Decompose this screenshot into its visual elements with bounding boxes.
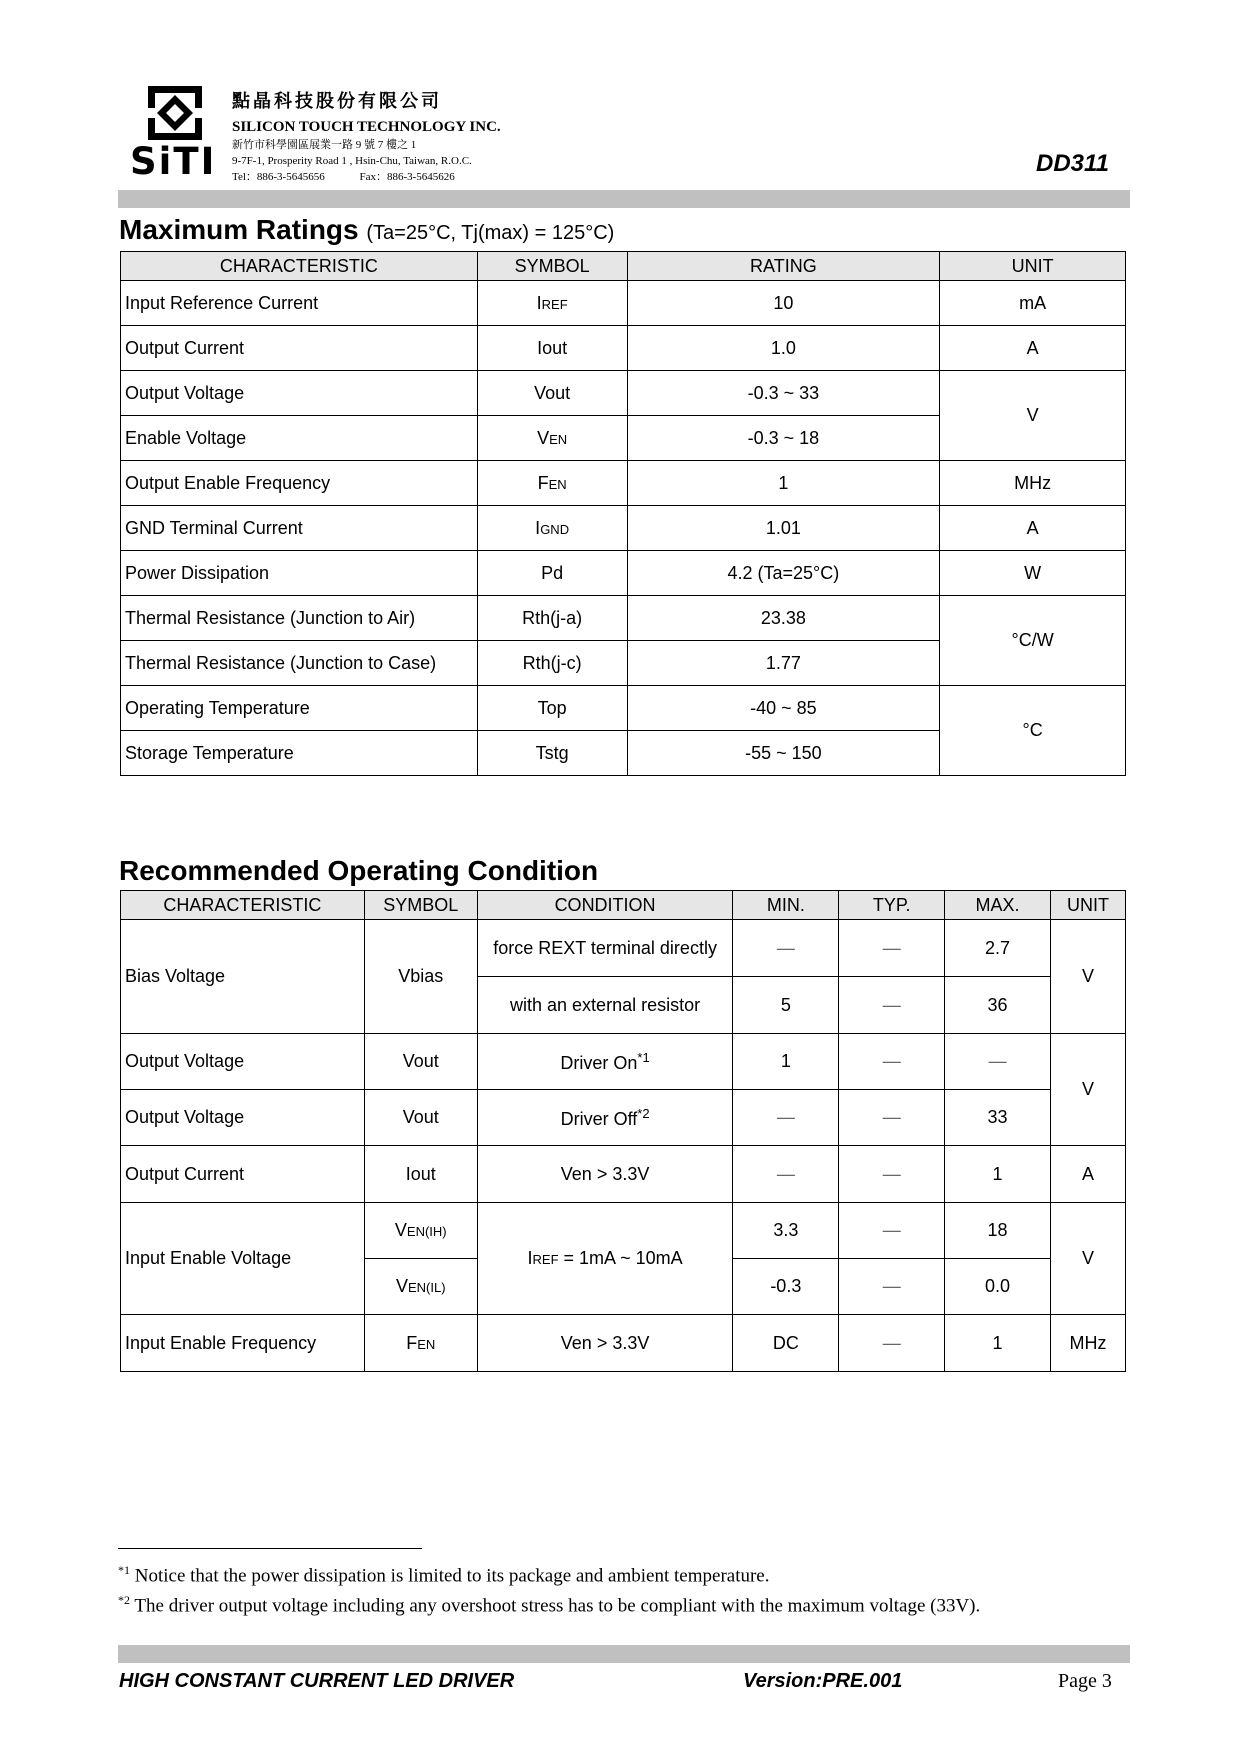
symbol-cell xyxy=(364,1259,477,1315)
column-header: MIN. xyxy=(733,891,839,920)
table-row xyxy=(121,920,1126,977)
unit-cell: mA xyxy=(940,281,1126,326)
symbol-cell: Pd xyxy=(477,551,627,596)
characteristic-cell: Output Voltage xyxy=(121,371,478,416)
symbol-main: V xyxy=(537,427,550,448)
max-cell: — xyxy=(945,1034,1051,1090)
column-header: MAX. xyxy=(945,891,1051,920)
typ-cell: — xyxy=(839,1146,945,1203)
max-cell: 1 xyxy=(945,1315,1051,1372)
condition-cell xyxy=(477,1090,733,1146)
symbol-subscript: EN(IL) xyxy=(408,1280,446,1295)
min-cell: -0.3 xyxy=(733,1259,839,1315)
symbol-cell xyxy=(477,416,627,461)
footnote-2 xyxy=(118,1588,980,1618)
footnote-text: The driver output voltage including any overshoot stress has to be compliant with the maximum voltage (33V). xyxy=(130,1595,981,1617)
characteristic-cell: Input Reference Current xyxy=(121,281,478,326)
symbol-subscript: GND xyxy=(540,521,570,537)
condition-cell: Ven > 3.3V xyxy=(477,1315,733,1372)
table-row xyxy=(121,371,1126,416)
table-header-row xyxy=(121,252,1126,281)
company-info xyxy=(232,90,501,185)
unit-cell: °C xyxy=(940,686,1126,776)
symbol-main: F xyxy=(406,1332,418,1353)
operating-title: Recommended Operating Condition xyxy=(119,855,599,886)
characteristic-cell: Output Current xyxy=(121,1146,365,1203)
symbol-subscript: EN xyxy=(548,476,567,492)
symbol-cell: Iout xyxy=(477,326,627,371)
column-header: UNIT xyxy=(1051,891,1126,920)
footer-divider-bar xyxy=(118,1645,1130,1663)
table-row xyxy=(121,281,1126,326)
footnotes xyxy=(118,1558,980,1619)
typ-cell: — xyxy=(839,1034,945,1090)
company-name-en: SILICON TOUCH TECHNOLOGY INC. xyxy=(232,119,501,135)
rating-cell: 10 xyxy=(627,281,940,326)
logo-mark-icon xyxy=(148,86,202,140)
characteristic-cell: Input Enable Frequency xyxy=(121,1315,365,1372)
rating-cell: 1.0 xyxy=(627,326,940,371)
unit-cell: A xyxy=(1051,1146,1126,1203)
table-row xyxy=(121,1034,1126,1090)
condition-subscript: REF xyxy=(532,1252,559,1267)
unit-cell: A xyxy=(940,506,1126,551)
min-cell: 5 xyxy=(733,977,839,1034)
typ-cell: — xyxy=(839,1259,945,1315)
typ-cell: — xyxy=(839,1090,945,1146)
max-ratings-heading: Maximum Ratings xyxy=(119,214,359,245)
symbol-main: I xyxy=(535,517,541,538)
unit-cell: V xyxy=(1051,920,1126,1034)
address-en: 9-7F-1, Prosperity Road 1 , Hsin-Chu, Taiwan, R.O.C. xyxy=(232,155,472,167)
table-row xyxy=(121,1315,1126,1372)
max-ratings-title xyxy=(119,214,614,246)
column-header: CHARACTERISTIC xyxy=(121,891,365,920)
symbol-cell: Vout xyxy=(364,1090,477,1146)
table-row xyxy=(121,461,1126,506)
column-header: CONDITION xyxy=(477,891,733,920)
characteristic-cell: GND Terminal Current xyxy=(121,506,478,551)
table-row xyxy=(121,596,1126,641)
min-cell: 3.3 xyxy=(733,1203,839,1259)
min-cell: — xyxy=(733,1146,839,1203)
table-row xyxy=(121,686,1126,731)
table-row xyxy=(121,1146,1126,1203)
condition-cell xyxy=(477,1203,733,1315)
symbol-cell xyxy=(477,461,627,506)
rating-cell: 23.38 xyxy=(627,596,940,641)
symbol-subscript: EN xyxy=(549,431,568,447)
min-cell: — xyxy=(733,1090,839,1146)
symbol-main: V xyxy=(395,1276,408,1296)
characteristic-cell: Input Enable Voltage xyxy=(121,1203,365,1315)
max-cell: 36 xyxy=(945,977,1051,1034)
rating-cell: -55 ~ 150 xyxy=(627,731,940,776)
rating-cell: -0.3 ~ 18 xyxy=(627,416,940,461)
condition-text: Driver On xyxy=(560,1052,638,1073)
symbol-cell xyxy=(477,506,627,551)
characteristic-cell: Output Voltage xyxy=(121,1034,365,1090)
page-number: Page 3 xyxy=(1058,1670,1112,1692)
typ-cell: — xyxy=(839,1315,945,1372)
max-ratings-condition: (Ta=25°C, Tj(max) = 125°C) xyxy=(366,222,615,244)
symbol-cell: Top xyxy=(477,686,627,731)
unit-cell: V xyxy=(1051,1203,1126,1315)
characteristic-cell: Output Enable Frequency xyxy=(121,461,478,506)
characteristic-cell: Storage Temperature xyxy=(121,731,478,776)
unit-cell: °C/W xyxy=(940,596,1126,686)
unit-cell: W xyxy=(940,551,1126,596)
column-header: SYMBOL xyxy=(477,252,627,281)
symbol-subscript: REF xyxy=(541,296,568,312)
rating-cell: 1.01 xyxy=(627,506,940,551)
table-row xyxy=(121,506,1126,551)
footnote-ref: *2 xyxy=(637,1105,650,1121)
table-row xyxy=(121,1090,1126,1146)
min-cell: — xyxy=(733,920,839,977)
unit-cell: V xyxy=(1051,1034,1126,1146)
column-header: TYP. xyxy=(839,891,945,920)
max-cell: 1 xyxy=(945,1146,1051,1203)
logo-text: SiTI xyxy=(130,140,217,183)
condition-cell xyxy=(477,1034,733,1090)
footnote-mark: *2 xyxy=(118,1593,130,1608)
address-cn: 新竹市科學園區展業一路 9 號 7 樓之 1 xyxy=(232,139,417,151)
footnote-text: Notice that the power dissipation is limited to its package and ambient temperature. xyxy=(130,1565,770,1587)
unit-cell: MHz xyxy=(940,461,1126,506)
condition-rest: = 1mA ~ 10mA xyxy=(558,1248,683,1268)
max-ratings-table xyxy=(120,251,1126,776)
unit-cell: MHz xyxy=(1051,1315,1126,1372)
rating-cell: 1 xyxy=(627,461,940,506)
table-row xyxy=(121,551,1126,596)
document-id: DD311 xyxy=(1036,150,1109,177)
condition-cell: Ven > 3.3V xyxy=(477,1146,733,1203)
characteristic-cell: Output Current xyxy=(121,326,478,371)
characteristic-cell: Bias Voltage xyxy=(121,920,365,1034)
unit-cell: A xyxy=(940,326,1126,371)
footer-product-title: HIGH CONSTANT CURRENT LED DRIVER xyxy=(119,1670,515,1692)
condition-cell: with an external resistor xyxy=(477,977,733,1034)
column-header: SYMBOL xyxy=(364,891,477,920)
max-cell: 0.0 xyxy=(945,1259,1051,1315)
max-cell: 18 xyxy=(945,1203,1051,1259)
company-name-cn: 點晶科技股份有限公司 xyxy=(232,91,442,111)
max-cell: 33 xyxy=(945,1090,1051,1146)
symbol-subscript: EN(IH) xyxy=(406,1224,447,1239)
table-header-row xyxy=(121,891,1126,920)
column-header: RATING xyxy=(627,252,940,281)
symbol-cell: Rth(j-c) xyxy=(477,641,627,686)
table-row xyxy=(121,1203,1126,1259)
characteristic-cell: Thermal Resistance (Junction to Case) xyxy=(121,641,478,686)
min-cell: DC xyxy=(733,1315,839,1372)
min-cell: 1 xyxy=(733,1034,839,1090)
contact-line xyxy=(232,169,501,185)
symbol-cell: Vbias xyxy=(364,920,477,1034)
symbol-cell xyxy=(364,1315,477,1372)
typ-cell: — xyxy=(839,977,945,1034)
rating-cell: -0.3 ~ 33 xyxy=(627,371,940,416)
condition-text: Driver Off xyxy=(560,1108,638,1129)
characteristic-cell: Enable Voltage xyxy=(121,416,478,461)
symbol-subscript: EN xyxy=(417,1336,436,1352)
characteristic-cell: Thermal Resistance (Junction to Air) xyxy=(121,596,478,641)
characteristic-cell: Power Dissipation xyxy=(121,551,478,596)
column-header: UNIT xyxy=(940,252,1126,281)
footnote-divider xyxy=(118,1548,422,1549)
symbol-cell: Vout xyxy=(477,371,627,416)
symbol-cell: Vout xyxy=(364,1034,477,1090)
company-logo xyxy=(130,86,220,181)
column-header: CHARACTERISTIC xyxy=(121,252,478,281)
symbol-cell xyxy=(364,1203,477,1259)
symbol-cell: Rth(j-a) xyxy=(477,596,627,641)
fax-number: Fax：886-3-5645626 xyxy=(359,171,455,183)
footer-version: Version:PRE.001 xyxy=(743,1670,903,1692)
footnote-1 xyxy=(118,1558,980,1588)
symbol-cell: Iout xyxy=(364,1146,477,1203)
rating-cell: -40 ~ 85 xyxy=(627,686,940,731)
characteristic-cell: Operating Temperature xyxy=(121,686,478,731)
rating-cell: 1.77 xyxy=(627,641,940,686)
max-cell: 2.7 xyxy=(945,920,1051,977)
footnote-mark: *1 xyxy=(118,1563,130,1577)
table-row xyxy=(121,326,1126,371)
condition-cell: force REXT terminal directly xyxy=(477,920,733,977)
symbol-main: F xyxy=(537,472,549,493)
symbol-main: V xyxy=(394,1220,407,1240)
symbol-cell xyxy=(477,281,627,326)
typ-cell: — xyxy=(839,1203,945,1259)
header-divider-bar xyxy=(118,190,1130,208)
characteristic-cell: Output Voltage xyxy=(121,1090,365,1146)
condition-main: I xyxy=(527,1248,533,1268)
rating-cell: 4.2 (Ta=25°C) xyxy=(627,551,940,596)
operating-condition-table xyxy=(120,890,1126,1372)
tel-number: Tel：886-3-5645656 xyxy=(232,171,325,183)
typ-cell: — xyxy=(839,920,945,977)
symbol-cell: Tstg xyxy=(477,731,627,776)
symbol-main: I xyxy=(536,292,542,313)
unit-cell: V xyxy=(940,371,1126,461)
footnote-ref: *1 xyxy=(637,1049,650,1065)
